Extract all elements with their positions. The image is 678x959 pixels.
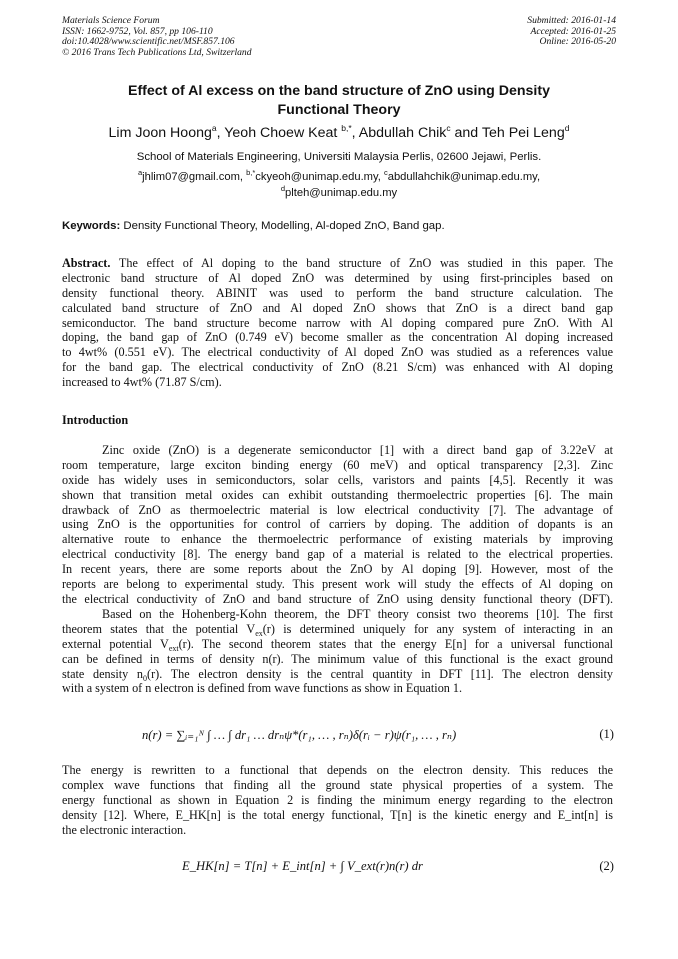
intro-paragraph-2: Based on the Hohenberg-Kohn theorem, the DFT theory consist two theorems [10]. The first theorem states that the potential $V_{ex}(r)$ is determined uniquely for any system of interacting in an external potential $V_{ext}(r)$. The second theorem states that the energy E[n] for a universal functional can be defined in terms of density n(r). The minimum value of this functional is the exact ground state density $n_0(r)$. The electron density is the central quantity in DFT [11]. The electron density with a system of n electron is defined from wave functions as show in Equation 1. <box>62 607 613 696</box>
journal-issn: ISSN: 1662-9752, Vol. 857, pp 106-110 <box>62 25 213 37</box>
paper-title: Effect of Al excess on the band structure of ZnO using Density Functional Theory <box>127 83 550 118</box>
equation-1-number: (1) <box>599 727 614 741</box>
abstract-label: Abstract. <box>62 256 111 270</box>
journal-header <box>62 16 252 58</box>
equation-1-body: n(r) = ∑ᵢ₌₁ᴺ ∫ … ∫ dr₁ … drₙψ*(r₁, … , rₙ)δ(rᵢ − r)ψ(r₁, … , rₙ) <box>142 728 457 742</box>
author-name: Abdullah Chik <box>358 125 447 141</box>
journal-copyright: © 2016 Trans Tech Publications Ltd, Switzerland <box>62 46 252 58</box>
paragraph-energy-functional: The energy is rewritten to a functional that depends on the electron density. This reduces the complex wave functions that finding all the ground state physical properties of a system. The energy functional as shown in Equation 2 is finding the minimum energy regarding to the electron density [12]. Where, E_HK[n] is the total energy functional, T[n] is the kinetic energy and E_int[n] is the electronic interaction. <box>62 763 613 837</box>
email-link[interactable]: plteh@unimap.edu.my <box>285 187 398 199</box>
author-name: Lim Joon Hoong <box>108 125 212 141</box>
date-accepted: Accepted: 2016-01-25 <box>530 25 616 37</box>
date-online: Online: 2016-05-20 <box>539 36 616 47</box>
keywords <box>62 219 616 233</box>
author-name: Teh Pei Leng <box>481 125 565 141</box>
journal-name: Materials Science Forum <box>62 15 160 26</box>
equation-2 <box>62 859 616 877</box>
intro-paragraph-1: Zinc oxide (ZnO) is a degenerate semiconductor [1] with a direct band gap of 3.22eV at room temperature, large exciton binding energy (60 meV) and optical transparency [2,3]. Zinc oxide has widely uses in semiconductors, solar cells, varistors and paints [4,5]. Recently it was shown that transition metal oxides can exhibit outstanding thermoelectric properties [6]. The main drawback of ZnO as thermoelectric material is low electrical conductivity [7]. The advantage of using ZnO is the opportunities for control of carriers by doping. The addition of dopants is an alternative route to enhance the thermoelectric performance of existing materials by improving electrical conductivity [8]. The energy band gap of a material is related to the electrical properties. In recent years, there are some reports about the ZnO by Al doping [9]. However, most of the reports are belong to experimental study. This present work will study the effects of Al doping on the electrical conductivity of ZnO and band structure of ZnO using density functional theory (DFT). <box>62 443 613 606</box>
date-submitted: Submitted: 2016-01-14 <box>527 15 616 26</box>
dates-header <box>527 16 616 48</box>
email-link[interactable]: jhlim07@gmail.com <box>142 171 240 183</box>
abstract: Abstract. The effect of Al doping to the band structure of ZnO was studied in this paper. The electronic band structure of Al doped ZnO was determined by using first-principles based on density functional theory. ABINIT was used to perform the band structure calculation. The calculated band structure of ZnO and Al doped ZnO shows that ZnO is a direct band gap semiconductor. The band structure become narrow with Al doping compared pure ZnO. With Al doping, the band gap of ZnO (0.749 eV) become smaller as the concentration Al doping increased to 4wt% (0.551 eV). The electrical conductivity of Al doped ZnO was studied as a references value for the band gap. The electrical conductivity of ZnO (8.21 S/cm) was enhanced with Al doping increased to 4wt% (71.87 S/cm). <box>62 256 613 390</box>
email-link[interactable]: abdullahchik@unimap.edu.my <box>387 171 537 183</box>
email-link[interactable]: ckyeoh@unimap.edu.my <box>255 171 378 183</box>
keywords-label: Keywords: <box>62 220 121 232</box>
author-list: Lim Joon Hoong$^a$, Yeoh Choew Keat $^{b,*}$, Abdullah Chik$^c$ and Teh Pei Leng$^d$ <box>108 123 570 141</box>
author-emails: $^a$jhlim07@gmail.com, $^{b,*}$ckyeoh@unimap.edu.my, $^c$abdullahchik@unimap.edu.my, $^d$plteh@unimap.edu.my <box>137 168 541 199</box>
equation-1 <box>62 727 616 745</box>
section-heading-introduction: Introduction <box>62 413 129 427</box>
equation-2-body: E_HK[n] = T[n] + E_int[n] + ∫ V_ext(r)n(r) dr <box>182 859 423 873</box>
affiliation: School of Materials Engineering, Universiti Malaysia Perlis, 02600 Jejawi, Perlis. <box>136 151 542 163</box>
author-name: Yeoh Choew Keat <box>224 125 338 141</box>
equation-2-number: (2) <box>599 859 614 873</box>
keywords-text: Density Functional Theory, Modelling, Al-doped ZnO, Band gap. <box>120 220 445 232</box>
journal-doi: doi:10.4028/www.scientific.net/MSF.857.106 <box>62 36 235 47</box>
